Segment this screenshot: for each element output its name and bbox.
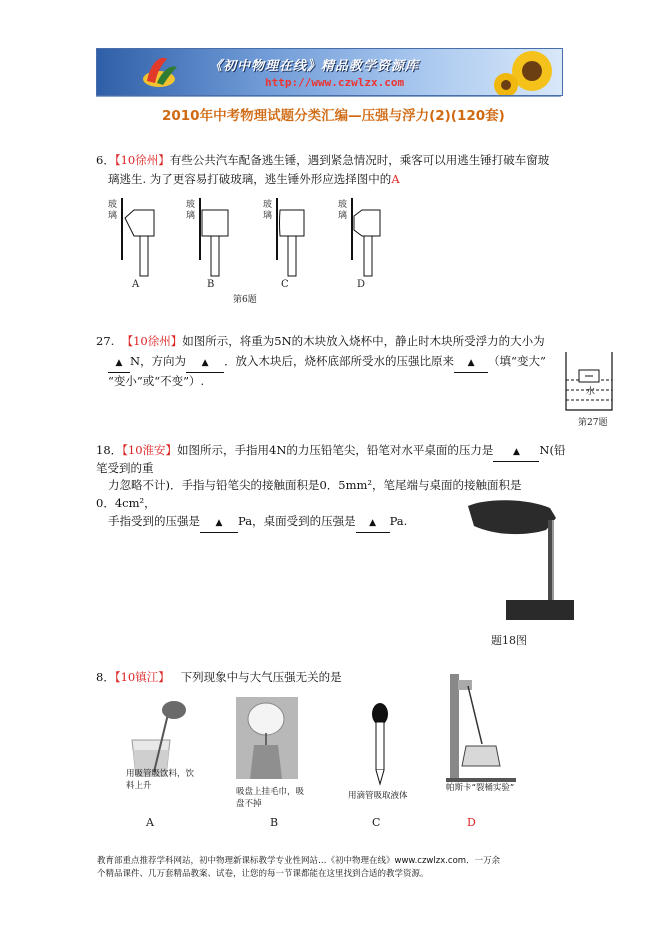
q27-blank-1[interactable]: ▲ bbox=[108, 354, 130, 373]
q8-caption-a: 用吸管吸饮料，饮料上升 bbox=[126, 769, 195, 791]
q8-line1 bbox=[96, 668, 342, 686]
header-divider bbox=[96, 96, 561, 97]
q27-text2b: ．放入木块后，烧杯底部所受水的压强比原来 bbox=[224, 354, 455, 368]
q27-water-label: 水 bbox=[586, 387, 596, 397]
q8-tag: 【10镇江】 bbox=[114, 670, 170, 684]
q18-line1 bbox=[96, 441, 565, 462]
q18-number: 18． bbox=[96, 443, 123, 457]
q6-hammer-c bbox=[277, 198, 304, 276]
q6-answer: A bbox=[391, 172, 400, 186]
q18-text5c: Pa. bbox=[389, 514, 408, 528]
q8-figure-c bbox=[368, 702, 392, 786]
q6-glass-label-c: 玻璃 bbox=[263, 200, 273, 221]
q6-hammer-a bbox=[122, 198, 154, 276]
q6-text2: 璃逃生. 为了更容易打破玻璃，逃生锤外形应选择图中的 bbox=[108, 172, 392, 186]
q8-text: 下列现象中与大气压强无关的是 bbox=[180, 670, 342, 684]
footer bbox=[97, 855, 567, 881]
document-title: 2010年中考物理试题分类汇编—压强与浮力(2)(120套) bbox=[162, 108, 505, 124]
banner-url[interactable]: http://www.czwlzx.com bbox=[265, 76, 405, 89]
q18-caption: 题18图 bbox=[491, 634, 527, 647]
q18-tag: 【10淮安】 bbox=[122, 443, 178, 457]
q6-figure bbox=[96, 190, 396, 305]
q8-option-a: A bbox=[146, 816, 154, 829]
q8-option-c: C bbox=[372, 816, 381, 829]
q6-glass-label-b: 玻璃 bbox=[186, 200, 196, 221]
header-banner bbox=[96, 48, 563, 96]
q6-caption: 第6题 bbox=[233, 295, 257, 305]
q8-figure-d bbox=[446, 674, 516, 786]
q6-hammer-b bbox=[200, 198, 228, 276]
q18-text1: 如图所示，手指用4N的力压铅笔尖，铅笔对水平桌面的压力是 bbox=[177, 443, 494, 457]
footer-line2: 个精品课件、几万套精品教案、试卷，让您的每一节课都能在这里找到合适的教学资源。 bbox=[97, 869, 429, 879]
q27-caption: 第27题 bbox=[578, 418, 608, 428]
q6-hammer-d bbox=[352, 198, 380, 276]
q27-text3: “变小”或“不变”）. bbox=[108, 374, 205, 388]
q27-text1: 如图所示，将重为5N的木块放入烧杯中，静止时木块所受浮力的大小为 bbox=[182, 334, 545, 348]
q6-number: 6． bbox=[96, 153, 115, 167]
q27-number: 27. bbox=[96, 334, 115, 348]
q27-blank-3[interactable]: ▲ bbox=[454, 354, 488, 373]
q8-figure-b bbox=[236, 697, 298, 779]
q18-text2: 笔受到的重 bbox=[96, 461, 154, 475]
q18-text1b: N(铅 bbox=[539, 443, 566, 457]
q6-line2 bbox=[108, 170, 400, 188]
q27-tag: 【10徐州】 bbox=[121, 334, 183, 348]
q18-text5b: Pa，桌面受到的压强是 bbox=[238, 514, 356, 528]
q18-blank-1[interactable]: ▲ bbox=[493, 443, 539, 462]
q6-text1: 有些公共汽车配备逃生锤，遇到紧急情况时，乘客可以用逃生锤打破车窗玻 bbox=[169, 153, 550, 167]
q27-blank-2[interactable]: ▲ bbox=[186, 354, 224, 373]
q6-option-b: B bbox=[207, 279, 215, 290]
sunflower-icon bbox=[492, 49, 562, 95]
q8-option-b: B bbox=[270, 816, 279, 829]
logo-icon bbox=[137, 53, 181, 91]
q27-text2c: （填“变大” bbox=[488, 354, 546, 368]
q18-line5 bbox=[108, 512, 407, 533]
q6-option-d: D bbox=[357, 279, 366, 290]
q18-text5a: 手指受到的压强是 bbox=[108, 514, 200, 528]
q6-option-a: A bbox=[132, 279, 140, 290]
q6-tag: 【10徐州】 bbox=[114, 153, 170, 167]
q27-beaker-figure bbox=[563, 350, 615, 414]
q6-option-c: C bbox=[281, 279, 289, 290]
q18-text4: 0．4cm²， bbox=[96, 496, 156, 510]
banner-title: 《初中物理在线》精品教学资源库 bbox=[209, 59, 420, 74]
q18-blank-3[interactable]: ▲ bbox=[356, 514, 390, 533]
q27-line2 bbox=[108, 352, 546, 373]
q6-line1 bbox=[96, 151, 549, 169]
q8-number: 8． bbox=[96, 670, 115, 684]
q6-glass-label-d: 玻璃 bbox=[338, 200, 348, 221]
q27-text2a: N，方向为 bbox=[130, 354, 187, 368]
footer-line1: 教育部重点推荐学科网站，初中物理新课标教学专业性网站…《初中物理在线》www.czwlzx.com．一万余 bbox=[97, 856, 501, 866]
q18-blank-2[interactable]: ▲ bbox=[200, 514, 238, 533]
q18-pencil-figure bbox=[466, 496, 576, 624]
q27-line1 bbox=[96, 332, 545, 350]
q8-caption-d: 帕斯卡“裂桶实验” bbox=[446, 783, 515, 793]
q8-option-d: D bbox=[467, 816, 476, 829]
q6-glass-label-a: 玻璃 bbox=[108, 200, 118, 221]
q8-caption-c: 用滴管吸取液体 bbox=[348, 791, 408, 801]
q8-caption-b: 吸盘上挂毛巾，吸盘不掉 bbox=[236, 787, 305, 809]
q18-text3: 力忽略不计)．手指与铅笔尖的接触面积是0．5mm²，笔尾端与桌面的接触面积是 bbox=[108, 478, 522, 492]
